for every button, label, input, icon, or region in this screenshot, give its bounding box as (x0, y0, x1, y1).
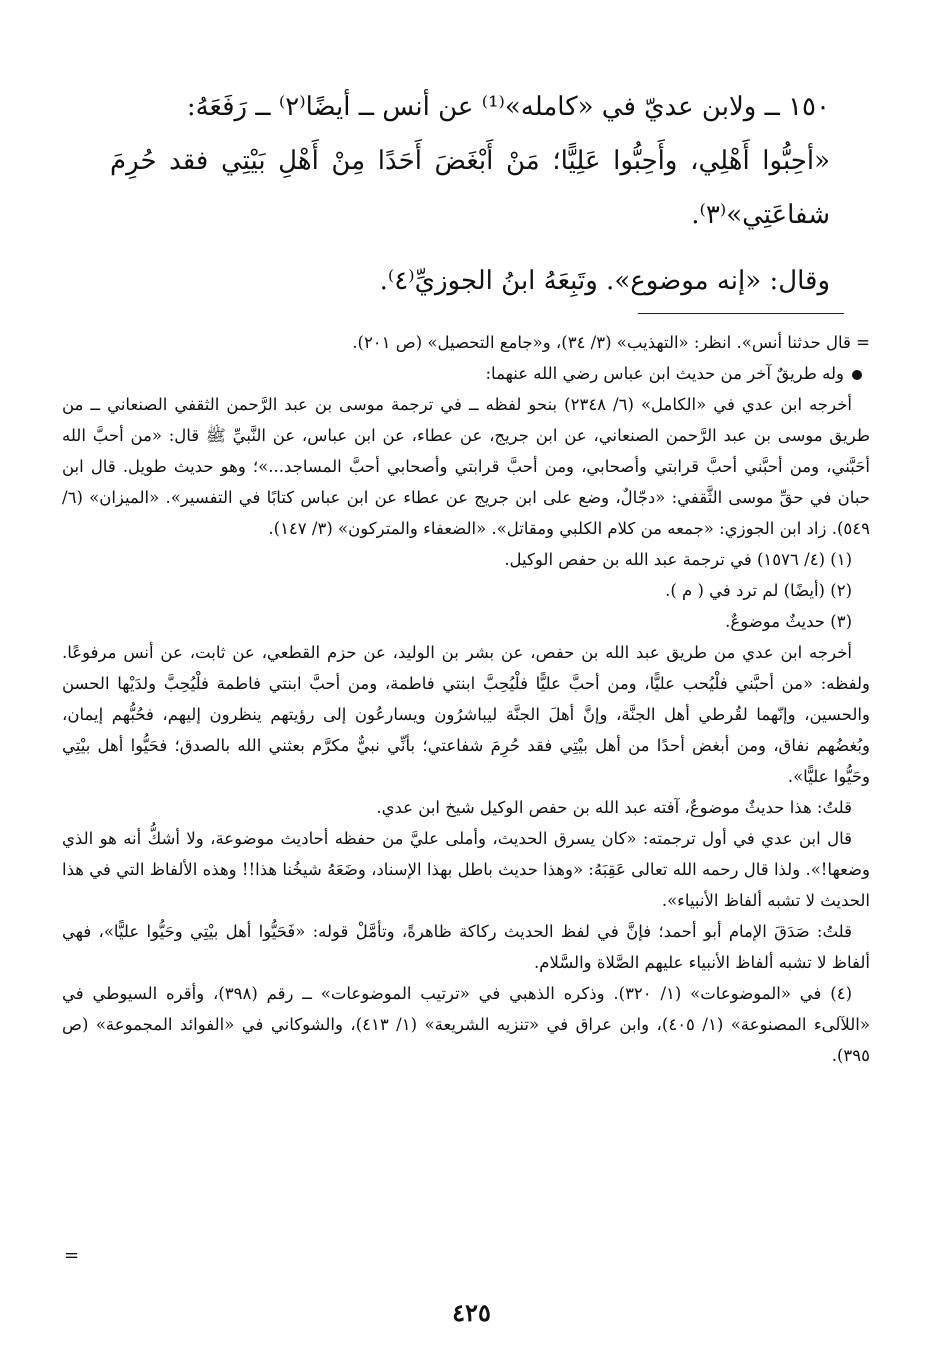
footnote-paragraph: قلتُ: صَدَقَ الإمام أبو أحمد؛ فإنَّ في لفظ الحديث ركاكة ظاهرةً، وتأمَّلْ قوله: «فَحَيُّوا أهل بيْتِي وحَيُّوا عليًّا»، فهي ألفاظ لا تشبه ألفاظ الأنبياء عليهم الصَّلاة والسَّلام. (62, 922, 870, 972)
continuation-mark: = (64, 1245, 80, 1266)
footnote-paragraph: قال ابن عدي في أول ترجمته: «كان يسرق الحديث، وأملى عليَّ من حفظه أحاديث موضوعة، ولا أشكُّ أنه هو الذي وضعها!». ولذا قال رحمه الله تعالى عَقِبَهُ: «وهذا حديث باطل بهذا الإسناد، وضَعَهُ شيخُنا هذا!! وهذه الألفاظ التي في هذا الحديث لا تشبه ألفاظ الأنبياء». (62, 829, 870, 910)
footnote-separator (638, 313, 844, 314)
main-text (110, 80, 830, 308)
footnote-subheading (62, 358, 870, 389)
footnote-paragraph: أخرجه ابن عدي من طريق عبد الله بن حفص، عن بشر بن الوليد، عن حزم القطعي، عن ثابت، عن أنس مرفوعًا. ولفظه: «من أحبَّني فلْيُحب عليًّا، ومن أحبَّ عليًّا فلْيُحِبَّ ابنتي فاطمة، ومن أحبَّ ابنتي فاطمة فلْيُحِبَّ ولدَيْها الحسن والحسين، وإنّهما لقُرطي أهل الجنَّة، وإنَّ أهلَ الجنَّة ليباشرُون ويسارعُون إلى رؤيتهم ينظرون إليهم، فحُبُّهم إيمان، وبُغضُهم نفاق، ومن أبغض أحدًا من أهل بيْتِي فقد حُرِمَ شفاعتي؛ بأنِّي نبيٌّ مكرَّم بعثني الله بالصدق؛ فحَيُّوا أهل بيْتِي وحَيُّوا عليًّا». (62, 643, 870, 786)
verdict-text: وقال: «إنه موضوع». وتَبِعَهُ ابنُ الجوزيِّ⁽٤⁾. (379, 266, 830, 296)
footnote-paragraph: قلتُ: هذا حديثٌ موضوعٌ، آفته عبد الله بن حفص الوكيل شيخ ابن عدي. (376, 798, 852, 817)
hadith-text: «أحِبُّوا أَهْلِي، وأَحِبُّوا عَلِيًّا؛ مَنْ أَبْغَضَ أَحَدًا مِنْ أَهْلِ بَيْتِي فقد حُرِمَ شفاعَتِي»⁽٣⁾. (110, 146, 830, 230)
footnote-1: (١) (٤/ ١٥٧٦) في ترجمة عبد الله بن حفص الوكيل. (504, 550, 852, 569)
bullet-icon (852, 370, 862, 380)
hadith-heading: ١٥٠ ــ ولابن عديّ في «كامله»⁽¹⁾ عن أنس ــ أيضًا⁽٢⁾ ــ رَفَعَهُ: (186, 92, 830, 122)
page-number: ٤٢٥ (452, 1298, 491, 1327)
footnote-3: (٣) حديثٌ موضوعٌ. (725, 612, 852, 631)
footnote-2: (٢) (أيضًا) لم ترد في ( م ). (665, 581, 852, 600)
footnote-4: (٤) في «الموضوعات» (١/ ٣٢٠). وذكره الذهبي في «ترتيب الموضوعات» ــ رقم (٣٩٨)، وأقره السيوطي في «اللآلىء المصنوعة» (١/ ٤٠٥)، وابن عراق في «تنزيه الشريعة» (١/ ٤١٣)، والشوكاني في «الفوائد المجموعة» (ص ٣٩٥). (62, 984, 870, 1065)
footnote-continuation: = قال حدثنا أنس». انظر: «التهذيب» (٣/ ٣٤)، و«جامع التحصيل» (ص ٢٠١). (352, 333, 870, 352)
footnotes (62, 327, 870, 1071)
footnote-paragraph: أخرجه ابن عدي في «الكامل» (٦/ ٢٣٤٨) بنحو لفظه ــ في ترجمة موسى بن عبد الرَّحمن الثقفي الصنعاني ــ من طريق موسى بن عبد الرَّحمن الصنعاني، عن ابن جريج، عن عطاء، عن ابن عباس، عن النَّبيِّ ﷺ قال: «من أحبَّ الله أحَبَّني، ومن أحبَّني أحبَّ قرابتي وأصحابي، ومن أحبَّ قرابتي وأصحابي أحبَّ المساجد...»؛ وهو حديث طويل. قال ابن حبان في حقِّ موسى الثَّقفي: «دجّالٌ، وضع على ابن جريج عن عطاء عن ابن عباس كتابًا في التفسير». «الميزان» (٦/ ٥٤٩). زاد ابن الجوزي: «جمعه من كلام الكلبي ومقاتل». «الضعفاء والمتركون» (٣/ ١٤٧). (62, 395, 870, 538)
footnote-subheading-text: وله طريقٌ آخر من حديث ابن عباس رضي الله عنهما: (485, 364, 844, 383)
